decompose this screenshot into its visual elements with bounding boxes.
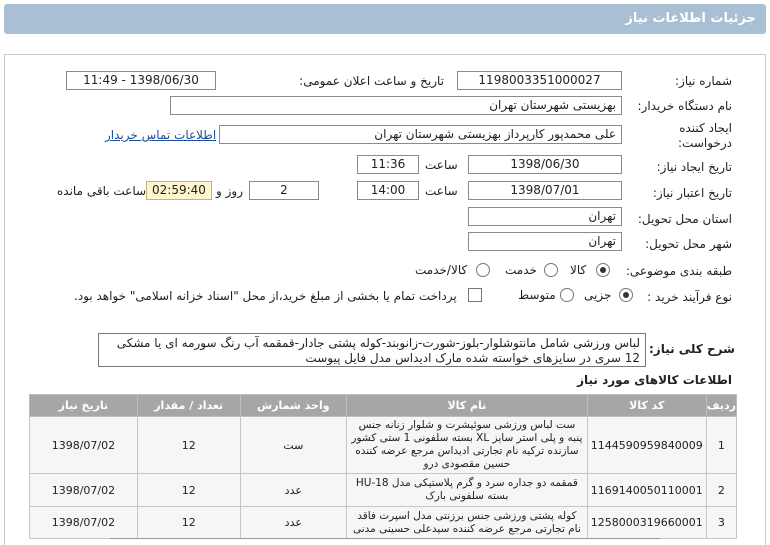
validity-time-label: ساعت — [425, 184, 458, 198]
category-label: طبقه بندی موضوعی: — [625, 264, 732, 278]
items-section-title: اطلاعات کالاهای مورد نیاز — [577, 373, 732, 387]
process-label: نوع فرآیند خرید : — [647, 290, 732, 304]
city-field: تهران — [468, 232, 622, 251]
row-date: 1398/07/02 — [30, 474, 138, 507]
created-time-label: ساعت — [425, 158, 458, 172]
row-code: 1144590959840009 — [587, 417, 706, 474]
page-header — [4, 4, 766, 34]
col-code: کد کالا — [587, 395, 706, 417]
description-label: شرح کلی نیاز: — [649, 342, 735, 356]
row-unit: ست — [240, 417, 346, 474]
buyer-notes-box — [110, 538, 660, 545]
announce-label: تاریخ و ساعت اعلان عمومی: — [299, 74, 444, 88]
creator-label-line1: ایجاد کننده — [679, 121, 732, 135]
row-date: 1398/07/02 — [30, 507, 138, 539]
treasury-payment-note: پرداخت تمام یا بخشی از مبلغ خرید،از محل "اسناد خزانه اسلامی" خواهد بود. — [74, 289, 457, 303]
col-name: نام کالا — [346, 395, 587, 417]
category-goods-radio[interactable] — [596, 263, 610, 277]
category-goods-service-label: کالا/خدمت — [415, 263, 468, 277]
row-code: 1169140050110001 — [587, 474, 706, 507]
remaining-time-field: 02:59:40 — [146, 181, 212, 200]
table-row — [30, 507, 737, 539]
process-medium-label: متوسط — [518, 288, 556, 302]
announce-field: 1398/06/30 - 11:49 — [66, 71, 216, 90]
category-goods-service-radio[interactable] — [476, 263, 490, 277]
buyer-org-label: نام دستگاه خریدار: — [637, 99, 732, 113]
row-name: قمقمه دو جداره سرد و گرم پلاستیکی مدل HU-18 بسته سلفونی بارک — [346, 474, 587, 507]
province-field: تهران — [468, 207, 622, 226]
created-date-field: 1398/06/30 — [468, 155, 622, 174]
created-time-field: 11:36 — [357, 155, 419, 174]
city-label: شهر محل تحویل: — [645, 237, 732, 251]
validity-time-field: 14:00 — [357, 181, 419, 200]
row-qty: 12 — [137, 474, 240, 507]
row-qty: 12 — [137, 507, 240, 539]
table-row — [30, 417, 737, 474]
page-title: جزئیات اطلاعات نیاز — [625, 11, 756, 26]
remaining-days-field: 2 — [249, 181, 319, 200]
row-qty: 12 — [137, 417, 240, 474]
province-label: استان محل تحویل: — [637, 212, 732, 226]
col-unit: واحد شمارش — [240, 395, 346, 417]
category-service-radio[interactable] — [544, 263, 558, 277]
description-text: لباس ورزشی شامل مانتوشلوار-بلوز-شورت-زانوبند-کوله پشتی جادار-قمقمه آب رنگ سورمه ای یا مشکی 12 سری در سایزهای خواسته شده مارک ادیداس مدل فایل پیوست — [98, 333, 646, 367]
process-medium-radio[interactable] — [560, 288, 574, 302]
row-code: 1258000319660001 — [587, 507, 706, 539]
row-index: 3 — [706, 507, 736, 539]
category-service-label: خدمت — [505, 263, 537, 277]
category-goods-label: کالا — [570, 263, 587, 277]
row-name: ست لباس ورزشی سوئیشرت و شلوار زنانه جنس پنبه و پلی استر سایز XL بسته سلفونی 1 ستی کشور سازنده ترکیه نام تجارتی ادیداس مرجع عرضه کننده حسین مقصودی درو — [346, 417, 587, 474]
col-index: ردیف — [706, 395, 736, 417]
treasury-payment-checkbox[interactable] — [468, 288, 482, 302]
days-label: روز و — [216, 184, 243, 198]
row-unit: عدد — [240, 474, 346, 507]
row-date: 1398/07/02 — [30, 417, 138, 474]
creator-label-line2: درخواست: — [678, 136, 732, 150]
process-minor-radio[interactable] — [619, 288, 633, 302]
row-index: 2 — [706, 474, 736, 507]
need-number-field: 1198003351000027 — [457, 71, 622, 90]
creator-field: علی محمدپور کارپرداز بهزیستی شهرستان تهران — [219, 125, 622, 144]
row-name: کوله پشتی ورزشی جنس برزنتی مدل اسپرت فاقد نام تجارتی مرجع عرضه کننده سیدعلی حسینی مدنی — [346, 507, 587, 539]
need-number-label: شماره نیاز: — [675, 74, 732, 88]
buyer-org-field: بهزیستی شهرستان تهران — [170, 96, 622, 115]
table-row — [30, 474, 737, 507]
validity-date-label: تاریخ اعتبار نیاز: — [652, 186, 732, 200]
row-unit: عدد — [240, 507, 346, 539]
col-qty: تعداد / مقدار — [137, 395, 240, 417]
row-index: 1 — [706, 417, 736, 474]
remaining-time-label: ساعت باقی مانده — [57, 184, 147, 198]
items-table — [29, 394, 737, 539]
items-table-header — [30, 395, 737, 417]
validity-date-field: 1398/07/01 — [468, 181, 622, 200]
created-date-label: تاریخ ایجاد نیاز: — [656, 160, 732, 174]
process-minor-label: جزیی — [584, 288, 612, 302]
buyer-contact-link[interactable]: اطلاعات تماس خریدار — [105, 128, 217, 142]
col-date: تاریخ نیاز — [30, 395, 138, 417]
